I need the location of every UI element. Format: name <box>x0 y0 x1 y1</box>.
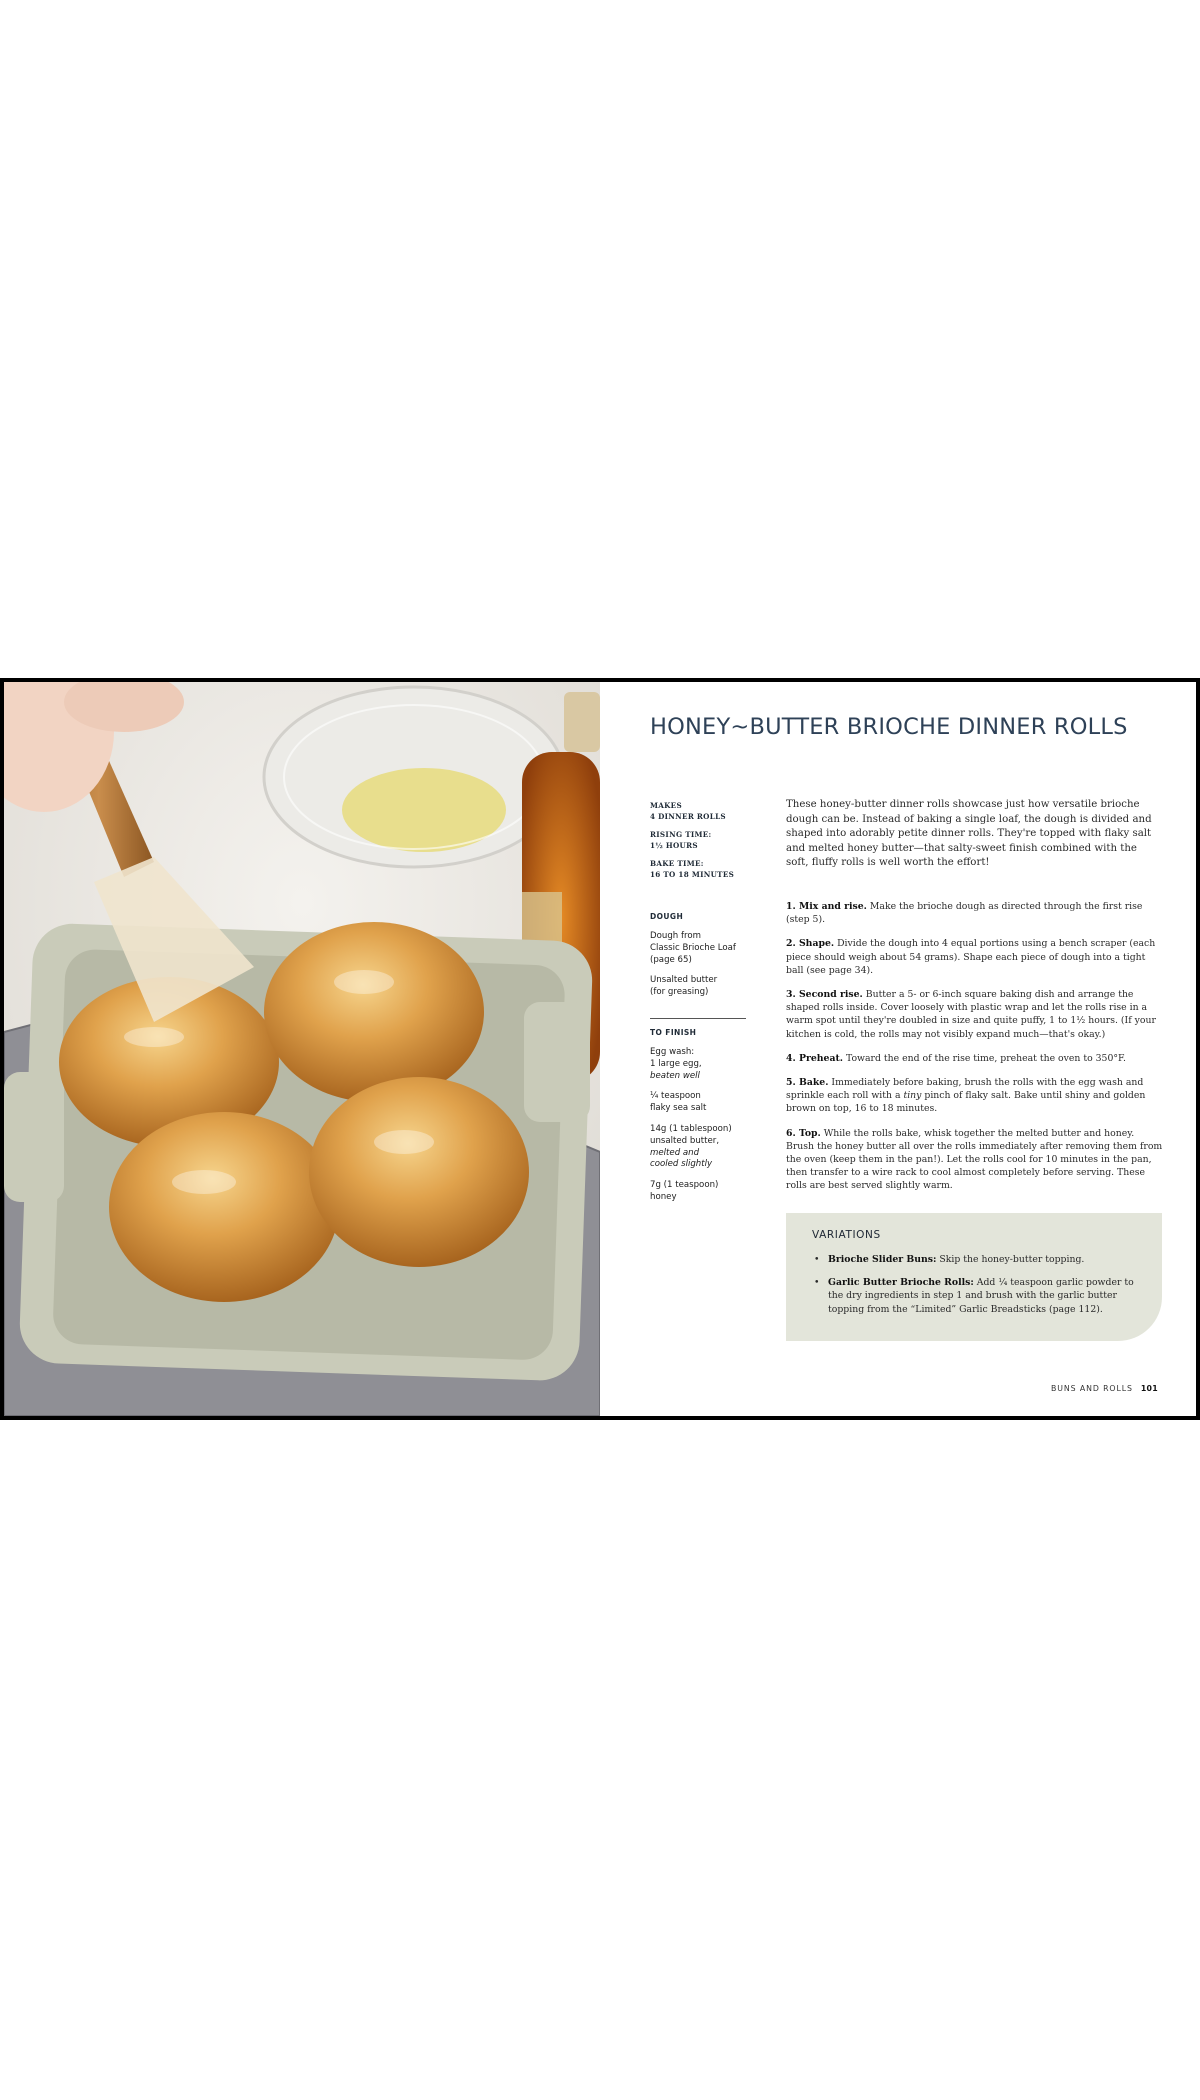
ingredient-line: Egg wash: <box>650 1047 695 1057</box>
step-preheat: 4. Preheat. Toward the end of the rise time, preheat the oven to 350°F. <box>786 1052 1126 1064</box>
step-bake: 5. Bake. Immediately before baking, brush the rolls with the egg wash and sprinkle each roll with a tiny pinch of flaky salt. Bake until shiny and golden brown on top, 16 to 18 minutes. <box>786 1077 1146 1115</box>
rising-time-value: 1½ HOURS <box>650 841 698 850</box>
divider <box>650 1018 746 1019</box>
recipe-intro: These honey-butter dinner rolls showcase just how versatile brioche dough can be. Instead of baking a single loaf, the dough is divided and shaped into adorably petite dinner rolls. They're topped with flaky salt and melted honey butter—that salty-sweet finish combined with the soft, fluffy rolls is well worth the effort! <box>786 799 1152 869</box>
ingredient-line: ¼ teaspoon <box>650 1091 701 1102</box>
page-number: 101 <box>1140 1384 1158 1393</box>
ingredient-line: Unsalted butter <box>650 975 718 986</box>
dough-heading: DOUGH <box>650 912 684 921</box>
section-name: BUNS AND ROLLS <box>1051 1384 1133 1393</box>
ingredient-line: 7g (1 teaspoon) <box>650 1180 719 1191</box>
bake-time-label: BAKE TIME: <box>650 859 704 868</box>
recipe-photo <box>4 682 600 1416</box>
book-spread <box>0 678 1200 1420</box>
bake-time-value: 16 TO 18 MINUTES <box>650 870 735 879</box>
ingredient-item <box>650 975 750 999</box>
ingredient-item <box>650 1180 750 1204</box>
step-second-rise: 3. Second rise. Butter a 5- or 6-inch square baking dish and arrange the shaped rolls inside. Cover loosely with plastic wrap and let the rolls rise in a warm spot until they're doubled in size and quite puffy, 1 to 1½ hours. (If your kitchen is cold, the rolls may not visibly expand much—that's okay.) <box>786 989 1156 1040</box>
rising-time-stat <box>650 829 750 851</box>
ingredient-line: unsalted butter, <box>650 1135 720 1146</box>
variations-title: VARIATIONS <box>812 1229 881 1241</box>
step-shape: 2. Shape. Divide the dough into 4 equal portions using a bench scraper (each piece should weigh about 54 grams). Shape each piece of dough into a tight ball (see page 34). <box>786 938 1156 976</box>
ingredient-item <box>650 1124 750 1171</box>
recipe-steps <box>786 900 1164 1204</box>
makes-value: 4 DINNER ROLLS <box>650 812 726 821</box>
recipe-stats <box>650 800 750 887</box>
ingredient-line: (for greasing) <box>650 987 709 998</box>
bullet-icon: • <box>814 1277 820 1289</box>
ingredient-note: cooled slightly <box>650 1159 713 1170</box>
ingredient-note: melted and <box>650 1147 700 1158</box>
ingredient-line: flaky sea salt <box>650 1103 707 1114</box>
variations-box <box>786 1213 1162 1341</box>
ingredient-note: beaten well <box>650 1070 700 1081</box>
page-footer <box>1051 1384 1158 1393</box>
ingredient-line: Dough from <box>650 931 701 941</box>
variation-item: • Garlic Butter Brioche Rolls: Add ¼ teaspoon garlic powder to the dry ingredients in step 1 and brush with the garlic butter topping from the “Limited” Garlic Breadsticks (page 112). <box>814 1277 1134 1315</box>
step-mix-and-rise: 1. Mix and rise. Make the brioche dough as directed through the first rise (step 5). <box>786 901 1143 926</box>
bullet-icon: • <box>814 1254 820 1265</box>
step-top: 6. Top. While the rolls bake, whisk together the melted butter and honey. Brush the honey butter all over the rolls immediately after removing them from the oven (keep them in the pan!). Let the rolls cool for 10 minutes in the pan, then transfer to a wire rack to cool almost completely before serving. These rolls are best served slightly warm. <box>786 1127 1163 1192</box>
makes-stat <box>650 800 750 822</box>
ingredient-line: Classic Brioche Loaf <box>650 942 736 953</box>
ingredient-line: 1 large egg, <box>650 1058 702 1069</box>
ingredient-item <box>650 931 750 966</box>
dough-ingredients <box>650 912 750 1008</box>
recipe-title: HONEY~BUTTER BRIOCHE DINNER ROLLS <box>650 714 1128 740</box>
ingredient-item <box>650 1091 750 1115</box>
ingredient-item <box>650 1047 750 1082</box>
variation-item: • Brioche Slider Buns: Skip the honey-butter topping. <box>814 1254 1085 1265</box>
rising-time-label: RISING TIME: <box>650 830 712 839</box>
finish-ingredients <box>650 1028 750 1213</box>
bake-time-stat <box>650 858 750 880</box>
makes-label: MAKES <box>650 801 682 810</box>
recipe-page <box>600 682 1196 1416</box>
finish-heading: TO FINISH <box>650 1028 697 1037</box>
ingredient-line: 14g (1 tablespoon) <box>650 1123 732 1134</box>
ingredient-line: honey <box>650 1191 677 1202</box>
ingredient-line: (page 65) <box>650 954 692 965</box>
honey-butter-rolls-illustration <box>4 682 600 1416</box>
